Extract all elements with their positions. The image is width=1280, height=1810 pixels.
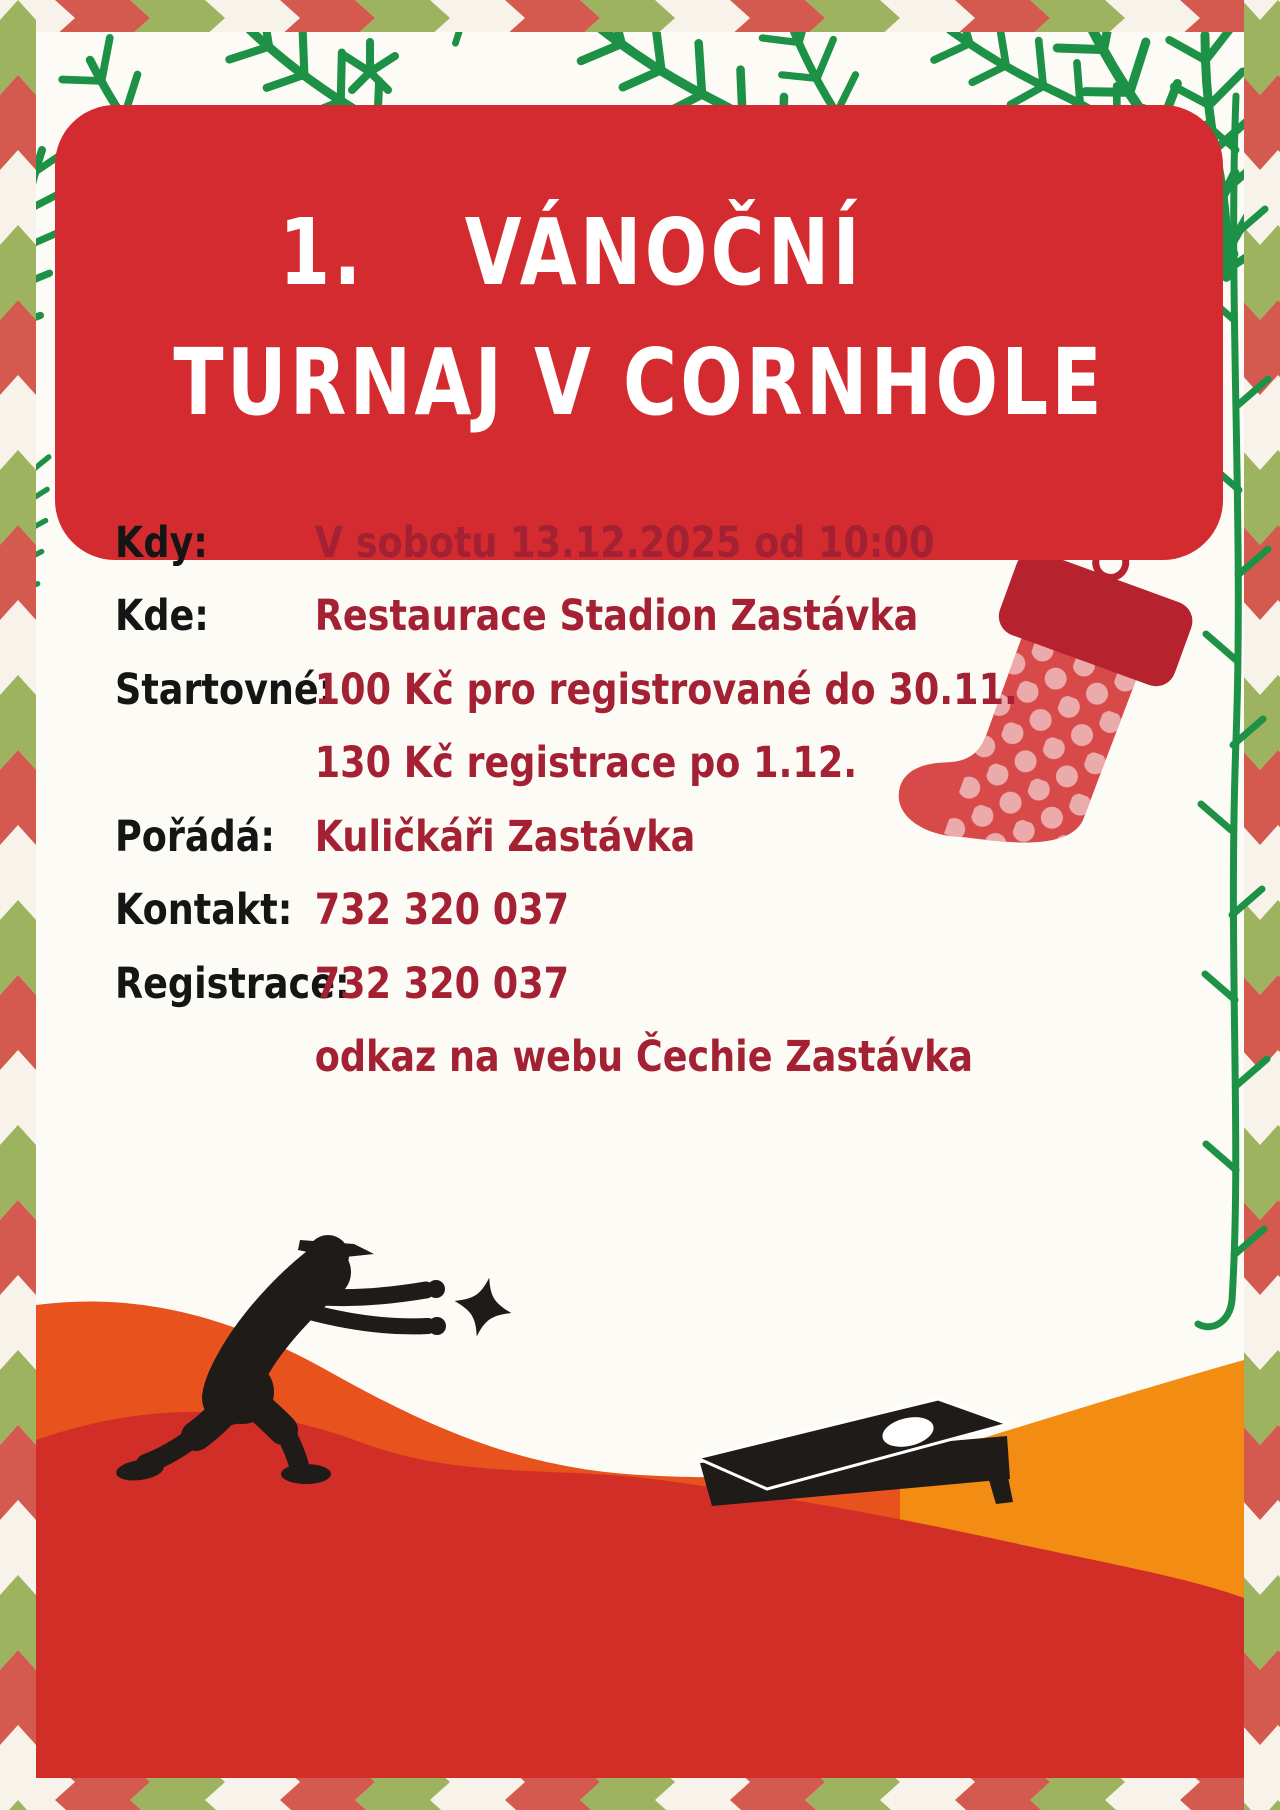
pine-sprig-icon: [345, 42, 395, 90]
border-chevron-bottom: [0, 1778, 1280, 1810]
info-row: [115, 727, 1175, 801]
info-row: [115, 947, 1175, 1021]
border-chevron-right: [1244, 0, 1280, 1810]
info-label: Startovné:: [115, 664, 334, 715]
info-value: odkaz na webu Čechie Zastávka: [314, 1032, 974, 1083]
info-row: [115, 506, 1175, 580]
info-value: 732 320 037: [314, 885, 570, 936]
info-list: [115, 506, 1175, 1094]
title-box: [55, 105, 1223, 560]
info-value: Kuličkáři Zastávka: [314, 811, 696, 862]
info-row: [115, 800, 1175, 874]
info-row: [115, 874, 1175, 948]
info-label: Kontakt:: [115, 885, 293, 936]
info-label: Pořádá:: [115, 811, 276, 862]
info-label: Registrace:: [115, 958, 350, 1009]
info-label: Kdy:: [115, 517, 208, 568]
info-value: 100 Kč pro registrované do 30.11.: [314, 664, 1018, 715]
info-value: V sobotu 13.12.2025 od 10:00: [314, 517, 935, 568]
info-value: 130 Kč registrace po 1.12.: [314, 738, 858, 789]
info-row: [115, 1021, 1175, 1095]
title-number: 1.: [278, 198, 365, 306]
info-row: [115, 580, 1175, 654]
info-value: 732 320 037: [314, 958, 570, 1009]
info-label: Kde:: [115, 591, 209, 642]
info-value: Restaurace Stadion Zastávka: [314, 591, 919, 642]
bean-bag-icon: [448, 1272, 517, 1343]
poster-title-line1: [278, 198, 864, 306]
border-chevron-left: [0, 0, 36, 1810]
title-word: VÁNOČNÍ: [464, 198, 864, 306]
border-chevron-top: [0, 0, 1280, 32]
info-row: [115, 653, 1175, 727]
poster-title-line2: TURNAJ V CORNHOLE: [173, 328, 1105, 436]
